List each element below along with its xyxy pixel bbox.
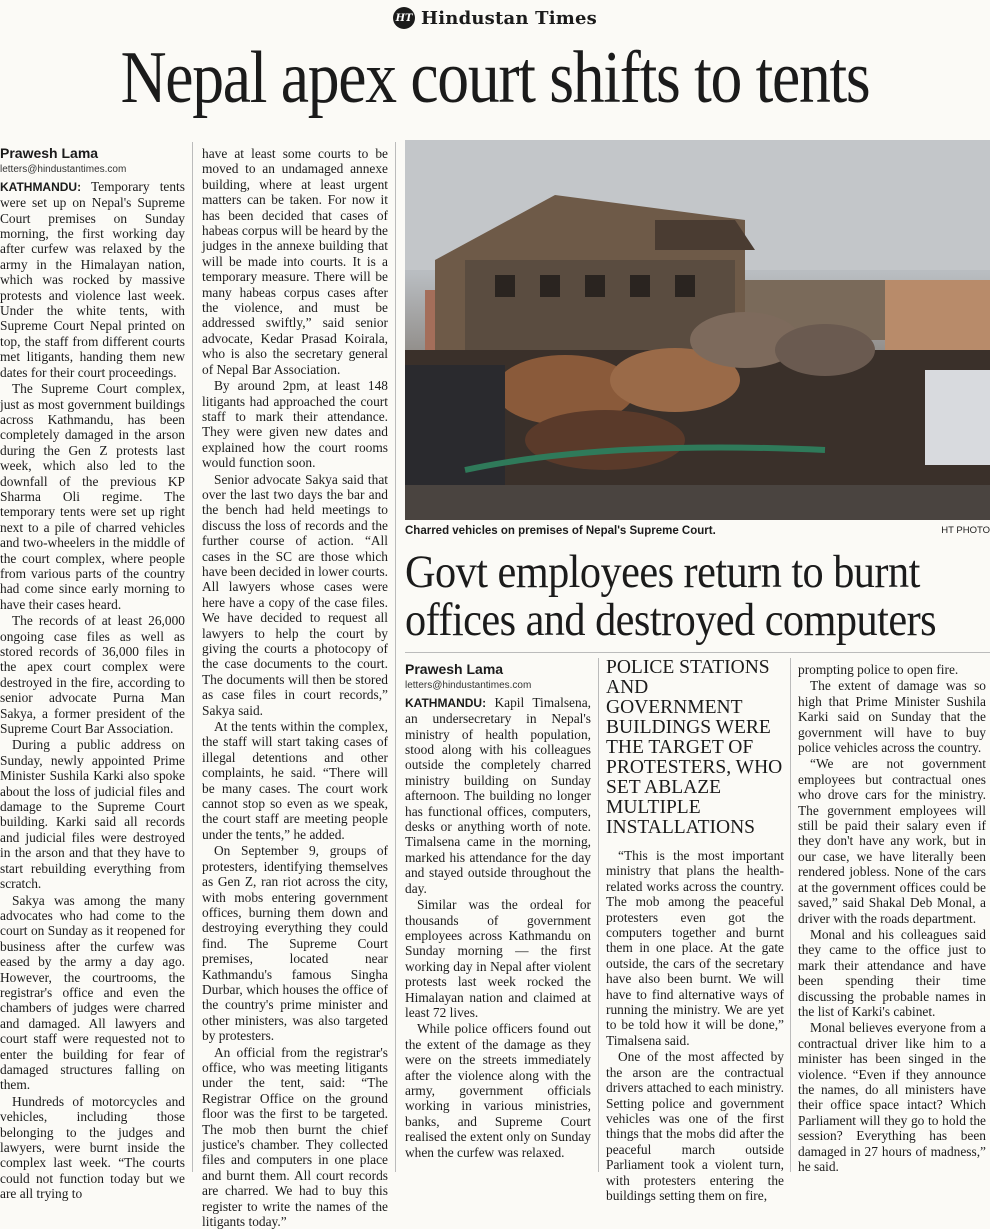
paragraph: One of the most affected by the arson are the contractual drivers attached to each ministry. Setting police and government vehicles was one of the first things that the mobs did after the peaceful march outside Parliament took a violent turn, with protesters entering the buildings setting them on fire, xyxy=(606,1049,784,1203)
photo-caption xyxy=(405,525,990,541)
paragraph: KATHMANDU: Temporary tents were set up on Nepal's Supreme Court premises on Sunday morning, the first working day after curfew was relaxed by the army in the Himalayan nation, which was rocked by massive protests and violence last week. Under the white tents, with Supreme Court Nepal printed on top, the staff from different courts met litigants, handing them new dates for their court proceedings. xyxy=(0,178,185,380)
article1-column2 xyxy=(202,146,388,1229)
paragraph: Similar was the ordeal for thousands of government employees across Kathmandu on Sunday morning — the first working day in Nepal after violent protests last week rocked the Himalayan nation and claimed at least 72 lives. xyxy=(405,897,591,1020)
photo-illustration xyxy=(405,140,990,520)
column-rule xyxy=(598,658,599,1172)
paragraph: The Supreme Court complex, just as most government buildings across Kathmandu, has been completely damaged in the arson during the Gen Z protests last week, which also led to the downfall of the previous KP Sharma Oli regime. The temporary tents were set up right next to a pile of charred vehicles and two-wheelers in the middle of the court complex, where people from various parts of the country had come since early morning to have their cases heard. xyxy=(0,381,185,612)
paragraph: By around 2pm, at least 148 litigants had approached the court staff to mark their attendance. They were given new dates and explained how the court rooms would function soon. xyxy=(202,378,388,471)
paragraph: Monal believes everyone from a contractual driver like him to a minister has been singed in the violence. “Even if they announce the names, do all ministers have their office space intact? Which Parliament will they go to hold the session? Everything has been damaged in 27 hours of madness,” he said. xyxy=(798,1020,986,1174)
paragraph: An official from the registrar's office, who was meeting litigants under the tent, said: “The Registrar Office on the ground floor was the first to be targeted. The mob then burnt the chief justice's chamber. They collected files and computers in one place and burnt them. All court records are charred. We had to buy this register to write the names of the litigants today.” xyxy=(202,1044,388,1229)
paragraph: KATHMANDU: Kapil Timalsena, an undersecretary in Nepal's ministry of health population, stood along with his colleagues outside the completely charred ministry building on Sunday afternoon. The building no longer has functional offices, computers, desks or anything worth of note. Timalsena came in the morning, marked his attendance for the day and stayed outside throughout the day. xyxy=(405,694,591,896)
article2-column3 xyxy=(798,662,986,1172)
paragraph: Senior advocate Sakya said that over the last two days the bar and the bench had held meetings to discuss the loss of records and the further course of action. “All cases in the SC are those which have been decided in lower courts. All lawyers whose cases were here have a copy of the case files. We have decided to request all lawyers to help the court by giving the courts a photocopy of the case documents to the court. The documents will then be stored as case files in court records,” Sakya said. xyxy=(202,471,388,718)
pull-quote: POLICE STATIONS AND GOVERNMENT BUILDINGS WERE THE TARGET OF PROTESTERS, WHO SET ABLAZE MULTIPLE INSTALLATIONS xyxy=(606,657,783,838)
paragraph: On September 9, groups of protesters, identifying themselves as Gen Z, ran riot across the city, with mobs entering government offices, burning them down and destroying everything they could find. The Supreme Court premises, located near Kathmandu's famous Singha Durbar, which houses the office of the country's prime minister and other ministers, was also targeted by protesters. xyxy=(202,843,388,1044)
paragraph: Hundreds of motorcycles and vehicles, including those belonging to the judges and lawyers, were burnt inside the complex last week. “The courts could not function today but we are all trying to xyxy=(0,1093,185,1202)
column-rule xyxy=(395,142,396,1172)
photo-credit: HT PHOTO xyxy=(941,525,990,536)
paragraph: prompting police to open fire. xyxy=(798,662,959,677)
paragraph: The extent of damage was so high that Prime Minister Sushila Karki said on Sunday that the government will have to buy police vehicles across the country. xyxy=(798,678,986,756)
paragraph: Sakya was among the many advocates who had come to the court on Sunday as it reopened for business after the curfew was eased by the army a day ago. However, the courtrooms, the registrar's office and even the chambers of judges were charred and damaged. All lawyers and court staff were requested not to enter the building for fear of damaged structures falling on them. xyxy=(0,892,185,1093)
paragraph: During a public address on Sunday, newly appointed Prime Minister Sushila Karki also spoke about the loss of judicial files and damage to the Supreme Court building. Karki said all records and judicial files were destroyed in the arson and that they have to start rebuilding everything from scratch. xyxy=(0,737,185,892)
newspaper-name: Hindustan Times xyxy=(421,7,597,29)
second-headline: Govt employees return to burnt offices and destroyed computers xyxy=(405,546,937,646)
article2-byline: Prawesh Lama xyxy=(405,661,504,677)
paragraph: The records of at least 26,000 ongoing case files as well as stored records of 36,000 files in the apex court complex were destroyed in the fire, according to senior advocate Purna Man Sakya, a former president of the Supreme Court Bar Association. xyxy=(0,613,185,737)
dateline: KATHMANDU: xyxy=(405,695,487,710)
caption-text: Charred vehicles on premises of Nepal's Supreme Court. xyxy=(405,525,716,537)
charred-vehicles-photo xyxy=(405,140,990,520)
article1-byline: Prawesh Lama xyxy=(0,145,99,161)
paragraph: At the tents within the complex, the staff will start taking cases of illegal detentions and other complaints, he said. “There will be many cases. The court work cannot stop so even as we speak, the court staff are meeting people under the tents,” he added. xyxy=(202,719,388,842)
ht-logo: HT xyxy=(393,7,415,29)
article2-column1 xyxy=(405,662,591,1172)
article1-column1 xyxy=(0,145,185,1202)
paragraph: “We are not government employees but contractual ones who drove cars for the ministry. The government employees will still be paid their salary even if they don't have any work, but in our case, we have literally been rendered jobless. None of the cars at the government offices could be saved,” said Shakal Deb Monal, a driver with the roads department. xyxy=(798,756,986,926)
article2-email: letters@hindustantimes.com xyxy=(405,680,532,692)
article1-email: letters@hindustantimes.com xyxy=(0,164,127,176)
dateline: KATHMANDU: xyxy=(0,179,82,194)
paragraph: “This is the most important ministry that plans the health-related works across the country. The mob among the peaceful protesters even got the computers together and burnt them in one place. At the gate outside, the cars of the secretary have also been burnt. We will have to find alternative ways of running the ministry. We are yet to be told how it will be done,” Timalsena said. xyxy=(606,848,784,1048)
paragraph: While police officers found out the extent of the damage as they were on the streets immediately after the violence along with the army, government officials working in various ministries, banks, and Supreme Court realised the extent only on Sunday when the curfew was relaxed. xyxy=(405,1021,591,1160)
main-headline: Nepal apex court shifts to tents xyxy=(120,37,870,119)
paragraph: Monal and his colleagues said they came to the office just to mark their attendance and have been spending their time discussing the probable names in the list of Karki's cabinet. xyxy=(798,926,986,1019)
masthead xyxy=(0,4,990,32)
paragraph: have at least some courts to be moved to an undamaged annexe building, where at least urgent matters can be taken. For now it has been decided that cases of habeas corpus will be heard by the judges in the annexe building that will be made into courts. It is a temporary measure. There will be many habeas corpus cases after the violence, and must be addressed swiftly,” said senior advocate, Kedar Prasad Koirala, who is also the secretary general of Nepal Bar Association. xyxy=(202,146,388,377)
article2-column2 xyxy=(606,848,784,1203)
headline-rule xyxy=(405,652,990,653)
column-rule xyxy=(790,658,791,1172)
column-rule xyxy=(192,142,193,1172)
